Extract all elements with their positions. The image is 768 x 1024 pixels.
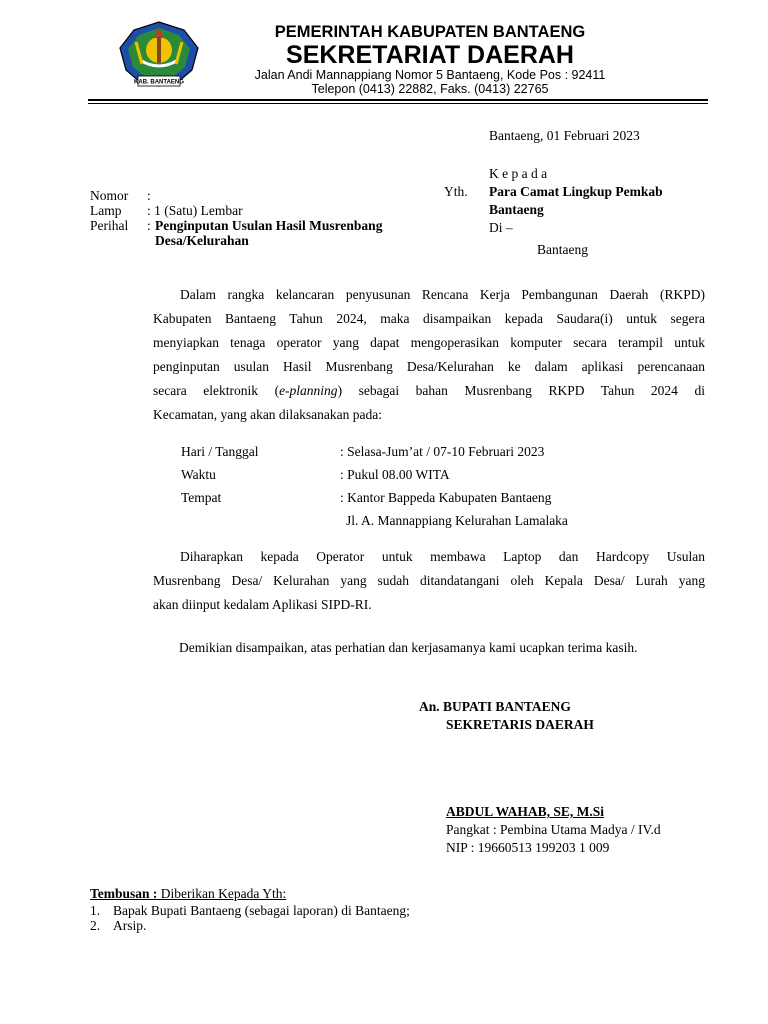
p1-line5-post: ) sebagai bahan Musrenbang RKPD Tahun 2024 di — [337, 383, 705, 398]
recipient-yth: Yth. — [444, 184, 468, 199]
nomor-value: : — [147, 188, 151, 203]
cc-heading — [90, 886, 286, 902]
signatory-rank: Pangkat : Pembina Utama Madya / IV.d — [446, 822, 661, 837]
lamp-label: Lamp — [90, 203, 122, 218]
recipient-place: Bantaeng — [537, 242, 588, 257]
body-paragraph-1 — [153, 283, 705, 427]
logo-banner-text: KAB. BANTAENG — [134, 79, 184, 86]
cc-item-number: 1. — [90, 903, 101, 918]
recipient-name-line1: Para Camat Lingkup Pemkab — [489, 184, 663, 199]
nomor-label: Nomor — [90, 188, 129, 203]
p1-line: menyiapkan tenaga operator yang dapat mengoperasikan komputer secara terampil untuk — [153, 335, 705, 350]
bantaeng-regency-logo — [112, 20, 206, 94]
cc-item-text: Arsip. — [113, 918, 147, 933]
letterhead-government: PEMERINTAH KABUPATEN BANTAENG — [274, 23, 586, 41]
body-paragraph-2 — [153, 545, 705, 617]
eplanning-term: e-planning — [279, 383, 338, 398]
schedule-value-place: : Kantor Bappeda Kabupaten Bantaeng — [340, 490, 552, 505]
perihal-label: Perihal — [90, 218, 129, 233]
recipient-di: Di – — [489, 220, 513, 235]
lamp-value: : 1 (Satu) Lembar — [147, 203, 243, 218]
signature-title: SEKRETARIS DAERAH — [446, 717, 594, 732]
perihal-line1: Penginputan Usulan Hasil Musrenbang — [155, 218, 383, 233]
signatory-name: ABDUL WAHAB, SE, M.Si — [446, 804, 605, 819]
letterhead-rule — [88, 99, 708, 101]
recipient-kepada: K e p a d a — [489, 166, 548, 181]
p2-line: Musrenbang Desa/ Kelurahan yang sudah ditandatangani oleh Kepala Desa/ Lurah yang — [153, 573, 705, 588]
schedule-value-date: : Selasa-Jum’at / 07-10 Februari 2023 — [340, 444, 545, 459]
letter-date: Bantaeng, 01 Februari 2023 — [489, 128, 640, 143]
schedule-place-line2: Jl. A. Mannappiang Kelurahan Lamalaka — [346, 513, 568, 528]
cc-title: Tembusan : — [90, 886, 158, 901]
p1-line: Kabupaten Bantaeng Tahun 2024, maka disampaikan kepada Saudara(i) untuk segera — [153, 311, 705, 326]
cc-item-number: 2. — [90, 918, 101, 933]
perihal-colon: : — [147, 218, 151, 233]
schedule-label-date: Hari / Tanggal — [181, 444, 259, 459]
letterhead-address: Jalan Andi Mannappiang Nomor 5 Bantaeng, Kode Pos : 92411 — [254, 68, 606, 82]
p1-line: Kecamatan, yang akan dilaksanakan pada: — [153, 407, 383, 422]
letterhead-phone: Telepon (0413) 22882, Faks. (0413) 22765 — [311, 82, 549, 96]
p1-line: Dalam rangka kelancaran penyusunan Rencana Kerja Pembangunan Daerah (RKPD) — [180, 287, 705, 302]
schedule-label-place: Tempat — [181, 490, 222, 505]
letterhead-rule-thin — [88, 103, 708, 104]
cc-title-rest: Diberikan Kepada Yth: — [157, 886, 287, 901]
p2-line: Diharapkan kepada Operator untuk membawa Laptop dan Hardcopy Usulan — [180, 549, 705, 564]
signatory-nip: NIP : 19660513 199203 1 009 — [446, 840, 610, 855]
letterhead-office: SEKRETARIAT DAERAH — [286, 41, 574, 69]
recipient-name-line2: Bantaeng — [489, 202, 544, 217]
signature-on-behalf: An. BUPATI BANTAENG — [419, 699, 571, 714]
p2-line: akan diinput kedalam Aplikasi SIPD-RI. — [153, 597, 372, 612]
p1-line5-pre: secara elektronik ( — [153, 383, 280, 398]
schedule-value-time: : Pukul 08.00 WITA — [340, 467, 450, 482]
p1-line-eplanning — [153, 379, 705, 403]
closing-paragraph: Demikian disampaikan, atas perhatian dan kerjasamanya kami ucapkan terima kasih. — [179, 640, 638, 655]
schedule-label-time: Waktu — [181, 467, 216, 482]
p1-line: penginputan usulan Hasil Musrenbang Desa/Kelurahan ke dalam aplikasi perencanaan — [153, 359, 705, 374]
cc-item-text: Bapak Bupati Bantaeng (sebagai laporan) di Bantaeng; — [113, 903, 410, 918]
perihal-line2: Desa/Kelurahan — [155, 233, 249, 248]
